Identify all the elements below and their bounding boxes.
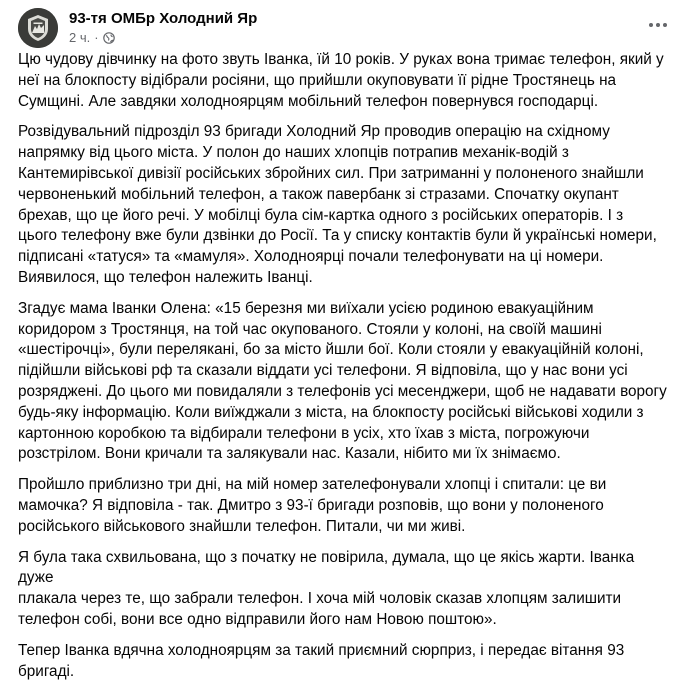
post-timestamp[interactable]: 2 ч. [69,30,91,45]
post-text [18,50,673,692]
more-options-button[interactable] [642,12,674,38]
more-options-icon [649,23,653,27]
post-paragraph: Я була така схвильована, що з початку не повірила, думала, що це якісь жарти. Іванка дуже плакала через те, що забрали телефон. І хоча мій чоловік сказав хлопцям залишити телефон собі, вони все одно відправили його нам Новою поштою». [18,548,635,628]
post-paragraph: Тепер Іванка вдячна холодноярцям за такий приємний сюрприз, і передає вітання 93 бригаді. [18,641,625,680]
post-paragraph: Цю чудову дівчинку на фото звуть Іванка, їй 10 років. У руках вона тримає телефон, який у неї на блокпосту відібрали росіяни, що прийшли окуповувати її рідне Тростянець на Сумщині. Але завдяки холодноярцям мобільний телефон повернувся господарці. [18,51,664,110]
post-paragraph: Розвідувальний підрозділ 93 бригади Холодний Яр проводив операцію на східному напрямку від цього міста. У полон до наших хлопців потрапив механік-водій з Кантемирівської дивізії російських збройних сил. При затриманні у полоненого знайшли червоненький мобільний телефон, а також павербанк зі стразами. Спочатку окупант брехав, що це його речі. У мобілці була сім-картка одного з російських операторів. І з цього телефону вже були дзвінки до Росії. Та у списку контактів були й українські номери, підписані «татуся» та «мамуля». Холодноярці почали телефонувати на ці номери. Виявилося, що телефон належить Іванці. [18,123,657,286]
page-name-link[interactable]: 93-тя ОМБр Холодний Яр [69,10,258,27]
post-header [18,8,670,48]
meta-separator: · [94,30,99,45]
post-paragraph: Згадує мама Іванки Олена: «15 березня ми виїхали усією родиною евакуаційним коридором з Тростянця, на той час окупованого. Стояли у колоні, на своїй машині «шестірочці», були перелякані, бо за місто йшли бої. Коли стояли у евакуаційній колоні, підійшли військові рф та сказали віддати усі телефони. Я відповіла, що у нас вони усі розряджені. До цього ми повидаляли з телефонів усі месенджери, щоб не надавати ворогу будь-яку інформацію. Коли виїжджали з міста, на блокпосту російські військові ходили з картонною коробкою та відбирали телефони в усіх, хто їхав з міста, погрожуючи розстрілом. Вони кричали та залякували нас. Казали, нібито ми їх знімаємо. [18,299,667,463]
brigade-emblem-icon [18,8,58,48]
globe-icon[interactable] [103,32,115,44]
page-avatar[interactable] [18,8,58,48]
post-paragraph: Пройшло приблизно три дні, на мій номер зателефонували хлопці і спитали: це ви мамочка? Я відповіла - так. Дмитро з 93-ї бригади розповів, що вони у полоненого російського військового знайшли телефон. Питали, чи ми живі. [18,476,607,535]
post-meta [69,30,115,46]
